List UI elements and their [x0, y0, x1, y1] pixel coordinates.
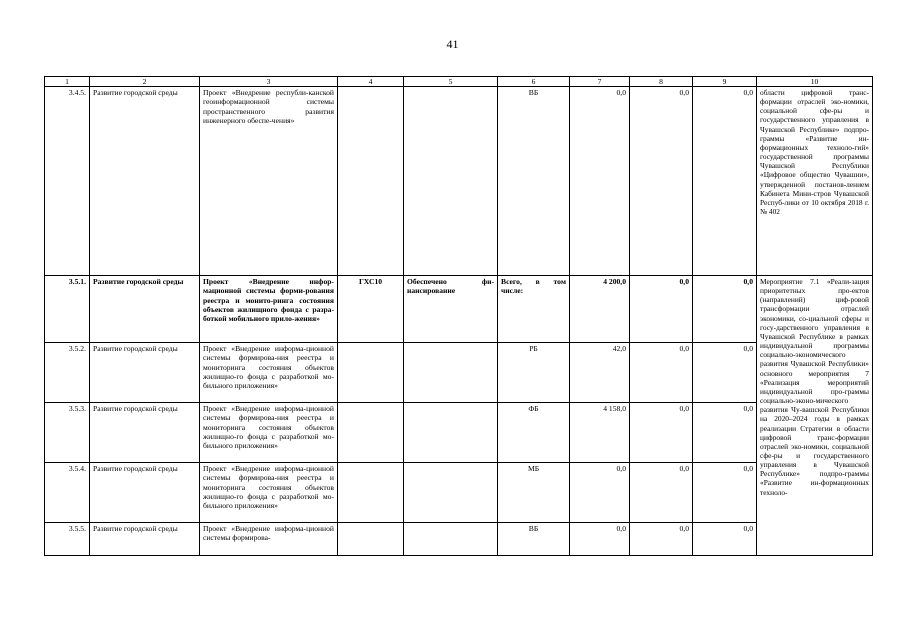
row-value-2: 0,0 [630, 523, 693, 556]
row-number: 3.5.5. [45, 523, 90, 556]
row-note: области цифровой транс-формации отраслей эко-номики, социальной сфе-ры и государственного управления в Чувашской Республике» подпро-граммы «Развитие ин-формационных техноло-гий» государственной программы Чувашской Республики «Цифровое общество Чувашии», утвержденной постанов-лением Кабинета Мини-стров Чувашской Респуб-лики от 10 октября 2018 г. № 402 [757, 87, 873, 276]
column-header: 7 [570, 77, 630, 87]
row-value-3: 0,0 [693, 276, 757, 343]
row-value-1: 0,0 [570, 523, 630, 556]
row-name: Развитие городской среды [90, 403, 200, 463]
row-result [404, 343, 498, 403]
column-number-row [45, 77, 873, 87]
row-name: Развитие городской среды [90, 87, 200, 276]
row-code [338, 403, 404, 463]
row-project: Проект «Внедрение информа-ционной системы формирова- [200, 523, 338, 556]
row-value-3: 0,0 [693, 463, 757, 523]
row-number: 3.5.4. [45, 463, 90, 523]
table-row [45, 463, 873, 523]
table-row [45, 523, 873, 556]
row-value-1: 0,0 [570, 87, 630, 276]
row-name: Развитие городской среды [90, 343, 200, 403]
row-number: 3.5.1. [45, 276, 90, 343]
column-header: 5 [404, 77, 498, 87]
row-number: 3.4.5. [45, 87, 90, 276]
row-note: Мероприятие 7.1 «Реали-зация приоритетных про-ектов (направлений) циф-ровой трансформации отраслей экономики, со-циальной сферы и госу-дарственного управления в Чувашской Республике в рамках индивидуальной программы социально-экономического развития Чувашской Республики» основного мероприятия 7 «Реализация мероприятий индивидуальной про-граммы социально-эконо-мического развития Чу-вашской Республики на 2020–2024 годы в рамках реализации Стратегии в области цифровой транс-формации отраслей эко-номики, социальной сфе-ры и государственного управления в Чувашской Республике» подпро-граммы «Развитие ин-формационных техноло- [757, 276, 873, 556]
row-value-3: 0,0 [693, 343, 757, 403]
row-code: ГХС10 [338, 276, 404, 343]
row-value-3: 0,0 [693, 87, 757, 276]
row-project: Проект «Внедрение информа-ционной системы формирова-ния реестра и мониторинга состояния объектов жилищно-го фонда с разработкой мо-бильного приложения» [200, 403, 338, 463]
row-project: Проект «Внедрение инфор-мационной системы форми-рования реестра и монито-ринга состояния объектов жилищного фонда с разра-боткой мобильного прило-жения» [200, 276, 338, 343]
row-source: МБ [498, 463, 570, 523]
row-value-2: 0,0 [630, 87, 693, 276]
row-project: Проект «Внедрение республи-канской геоинформационной системы пространственного развития инженерного обеспе-чения» [200, 87, 338, 276]
row-value-1: 42,0 [570, 343, 630, 403]
page-number: 41 [446, 37, 459, 51]
row-value-1: 4 158,0 [570, 403, 630, 463]
row-name: Развитие городской среды [90, 276, 200, 343]
row-result: Обеспечено фи-нансирование [404, 276, 498, 343]
row-source: ВБ [498, 523, 570, 556]
row-value-2: 0,0 [630, 343, 693, 403]
row-value-3: 0,0 [693, 523, 757, 556]
row-result [404, 87, 498, 276]
row-value-2: 0,0 [630, 403, 693, 463]
column-header: 3 [200, 77, 338, 87]
row-project: Проект «Внедрение информа-ционной системы формирова-ния реестра и мониторинга состояния объектов жилищно-го фонда с разработкой мо-бильного приложения» [200, 343, 338, 403]
row-code [338, 463, 404, 523]
row-source: Всего, в том числе: [498, 276, 570, 343]
row-value-2: 0,0 [630, 276, 693, 343]
column-header: 4 [338, 77, 404, 87]
row-number: 3.5.2. [45, 343, 90, 403]
row-value-2: 0,0 [630, 463, 693, 523]
row-name: Развитие городской среды [90, 523, 200, 556]
row-source: ВБ [498, 87, 570, 276]
row-project: Проект «Внедрение информа-ционной системы формирова-ния реестра и мониторинга состояния объектов жилищно-го фонда с разработкой мо-бильного приложения» [200, 463, 338, 523]
row-value-1: 0,0 [570, 463, 630, 523]
row-source: ФБ [498, 403, 570, 463]
row-source: РБ [498, 343, 570, 403]
row-result [404, 463, 498, 523]
table-row [45, 87, 873, 276]
program-table [44, 76, 873, 556]
column-header: 9 [693, 77, 757, 87]
row-code [338, 87, 404, 276]
table-row [45, 343, 873, 403]
row-number: 3.5.3. [45, 403, 90, 463]
column-header: 10 [757, 77, 873, 87]
column-header: 2 [90, 77, 200, 87]
row-name: Развитие городской среды [90, 463, 200, 523]
row-result [404, 523, 498, 556]
column-header: 8 [630, 77, 693, 87]
row-value-1: 4 200,0 [570, 276, 630, 343]
row-result [404, 403, 498, 463]
row-code [338, 523, 404, 556]
table-row [45, 276, 873, 343]
table-row [45, 403, 873, 463]
row-value-3: 0,0 [693, 403, 757, 463]
row-code [338, 343, 404, 403]
column-header: 1 [45, 77, 90, 87]
column-header: 6 [498, 77, 570, 87]
